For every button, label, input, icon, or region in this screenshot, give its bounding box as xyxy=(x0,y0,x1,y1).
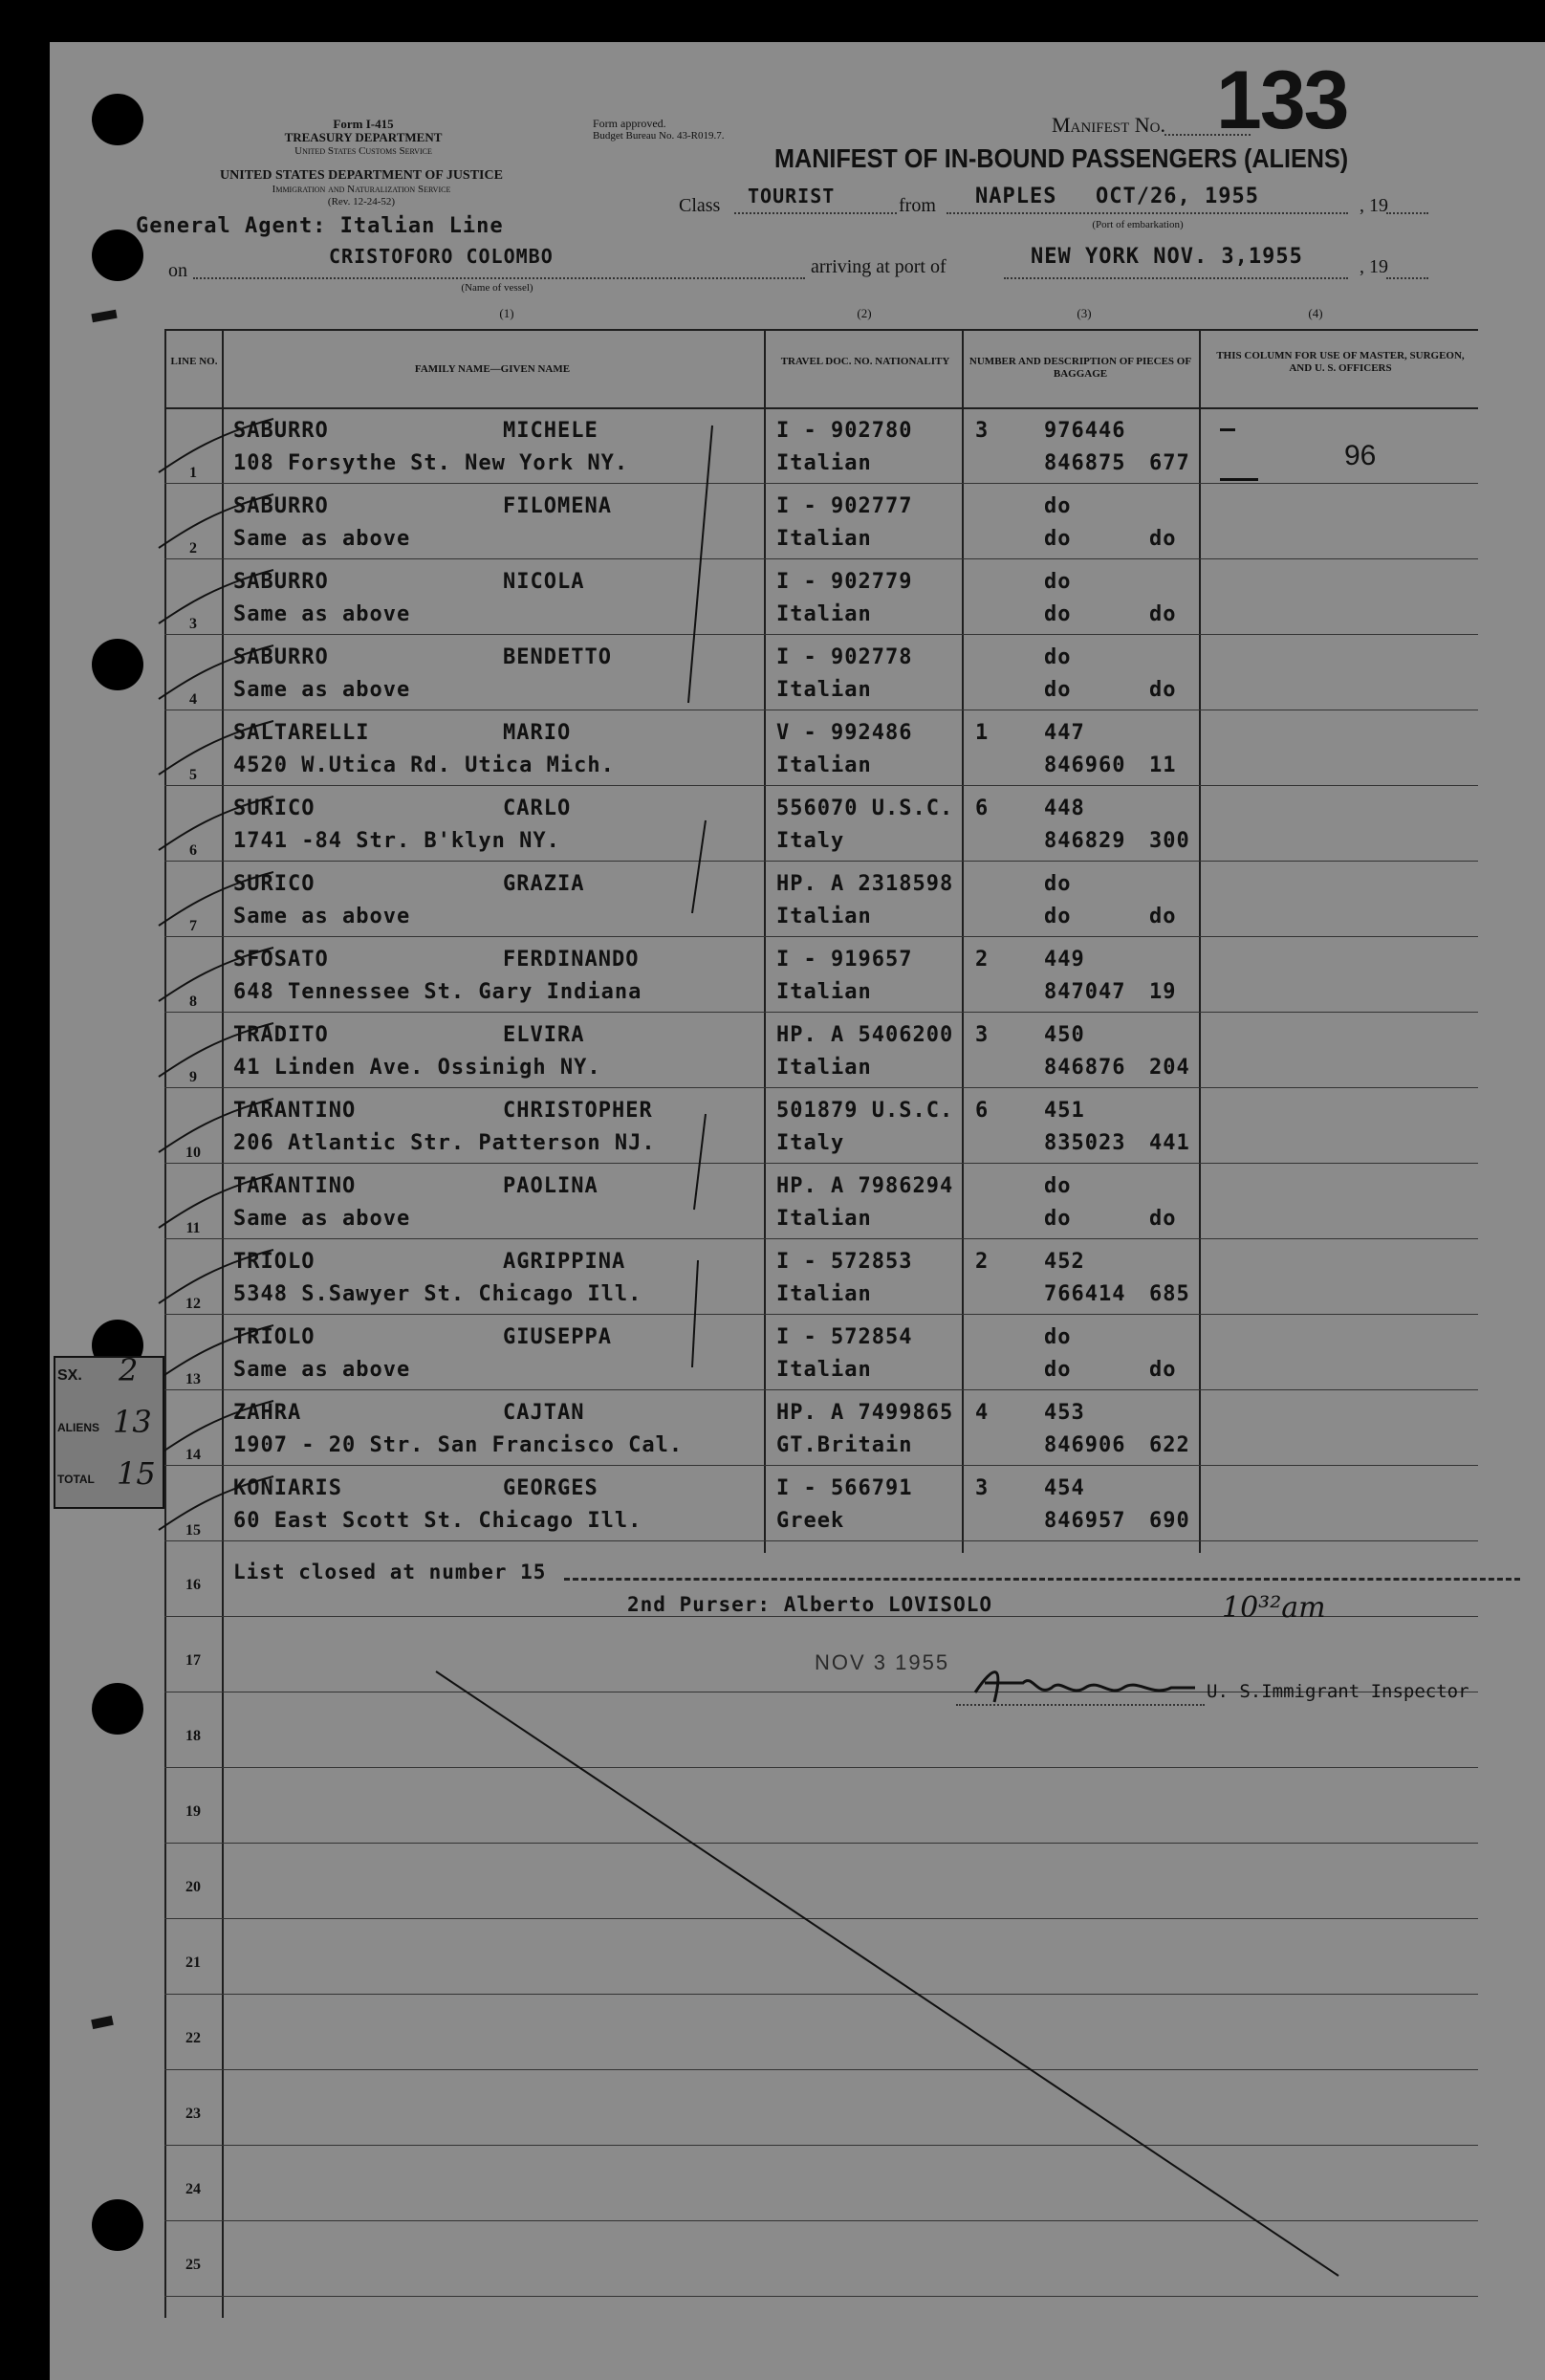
given-name: GEORGES xyxy=(503,1476,598,1500)
travel-doc: I - 572854 xyxy=(776,1325,913,1349)
baggage-pieces: 4 xyxy=(975,1401,990,1425)
baggage-pieces: 3 xyxy=(975,419,990,443)
family-name: TARANTINO xyxy=(233,1174,357,1198)
address: Same as above xyxy=(233,1358,411,1382)
travel-doc: 501879 U.S.C. xyxy=(776,1099,954,1123)
given-name: FILOMENA xyxy=(503,494,612,518)
baggage-ticket: do xyxy=(1044,602,1072,626)
baggage-ticket: 835023 xyxy=(1044,1131,1126,1155)
baggage-weight: do xyxy=(1149,1358,1177,1382)
baggage-ticket: 847047 xyxy=(1044,980,1126,1004)
address: 5348 S.Sawyer St. Chicago Ill. xyxy=(233,1282,642,1306)
baggage-pieces: 1 xyxy=(975,721,990,745)
address: 108 Forsythe St. New York NY. xyxy=(233,451,629,475)
line-number: 22 xyxy=(185,2030,201,2046)
baggage-ticket: do xyxy=(1044,678,1072,702)
header-line-no: LINE NO. xyxy=(170,356,218,367)
family-name: TARANTINO xyxy=(233,1099,357,1123)
nationality: GT.Britain xyxy=(776,1433,913,1457)
line-number: 12 xyxy=(185,1296,201,1312)
nationality: Italian xyxy=(776,1358,872,1382)
family-name: ZAHRA xyxy=(233,1401,302,1425)
baggage-weight: do xyxy=(1149,905,1177,928)
nationality: Italian xyxy=(776,1207,872,1231)
form-number: Form I-415 xyxy=(333,117,394,131)
nationality: Italian xyxy=(776,451,872,475)
nationality: Italian xyxy=(776,678,872,702)
travel-doc: HP. A 2318598 xyxy=(776,872,954,896)
given-name: PAOLINA xyxy=(503,1174,598,1198)
baggage-weight: do xyxy=(1149,602,1177,626)
line-number: 15 xyxy=(185,1522,201,1539)
given-name: AGRIPPINA xyxy=(503,1250,626,1274)
given-name: NICOLA xyxy=(503,570,585,594)
baggage-weight: 19 xyxy=(1149,980,1177,1004)
line-number: 4 xyxy=(189,691,197,708)
given-name: GIUSEPPA xyxy=(503,1325,612,1349)
form-approved: Form approved. xyxy=(593,117,666,130)
year-label-2: , 19 xyxy=(1360,256,1388,277)
baggage-pieces: 2 xyxy=(975,1250,990,1274)
address: Same as above xyxy=(233,905,411,928)
header-officers: THIS COLUMN FOR USE OF MASTER, SURGEON, AND U. S. OFFICERS xyxy=(1216,350,1465,374)
class-value: TOURIST xyxy=(748,185,836,207)
customs-service: United States Customs Service xyxy=(294,145,432,157)
travel-doc: I - 902780 xyxy=(776,419,913,443)
column-number: (3) xyxy=(1077,306,1092,320)
nationality: Italy xyxy=(776,1131,845,1155)
baggage-number: 447 xyxy=(1044,721,1085,745)
officer-code: 96 xyxy=(1344,440,1377,471)
general-agent: General Agent: Italian Line xyxy=(136,214,504,238)
nationality: Greek xyxy=(776,1509,845,1533)
department-of-justice: UNITED STATES DEPARTMENT OF JUSTICE xyxy=(220,168,503,183)
travel-doc: HP. A 7986294 xyxy=(776,1174,954,1198)
given-name: CARLO xyxy=(503,797,572,820)
address: 1907 - 20 Str. San Francisco Cal. xyxy=(233,1433,684,1457)
address: 60 East Scott St. Chicago Ill. xyxy=(233,1509,642,1533)
baggage-number: do xyxy=(1044,645,1072,669)
given-name: MARIO xyxy=(503,721,572,745)
nationality: Italian xyxy=(776,527,872,551)
baggage-pieces: 6 xyxy=(975,1099,990,1123)
embarkation-port: NAPLES xyxy=(975,185,1057,208)
tally-sx-value: 2 xyxy=(119,1352,139,1388)
travel-doc: I - 902778 xyxy=(776,645,913,669)
nationality: Italian xyxy=(776,980,872,1004)
family-name: SABURRO xyxy=(233,494,329,518)
line-number: 19 xyxy=(185,1803,201,1820)
given-name: CAJTAN xyxy=(503,1401,585,1425)
baggage-ticket: 846829 xyxy=(1044,829,1126,853)
line-number: 18 xyxy=(185,1728,201,1744)
family-name: SURICO xyxy=(233,797,316,820)
line-number: 6 xyxy=(189,842,197,859)
nationality: Italian xyxy=(776,905,872,928)
family-name: SABURRO xyxy=(233,570,329,594)
budget-bureau: Budget Bureau No. 43-R019.7. xyxy=(593,130,725,142)
baggage-number: 976446 xyxy=(1044,419,1126,443)
address: Same as above xyxy=(233,527,411,551)
baggage-number: 452 xyxy=(1044,1250,1085,1274)
date-stamp: NOV 3 1955 xyxy=(815,1650,950,1674)
header-name: FAMILY NAME—GIVEN NAME xyxy=(414,363,571,375)
baggage-ticket: 846960 xyxy=(1044,753,1126,777)
tally-sx-label: SX. xyxy=(57,1367,82,1384)
line-number: 20 xyxy=(185,1879,201,1895)
family-name: TRIOLO xyxy=(233,1325,316,1349)
family-name: SABURRO xyxy=(233,419,329,443)
column-number: (2) xyxy=(857,306,872,320)
vessel-name: CRISTOFORO COLOMBO xyxy=(329,245,554,268)
immigration-service: Immigration and Naturalization Service xyxy=(272,184,451,195)
baggage-weight: 677 xyxy=(1149,451,1190,475)
baggage-ticket: do xyxy=(1044,905,1072,928)
travel-doc: I - 919657 xyxy=(776,948,913,972)
baggage-weight: 441 xyxy=(1149,1131,1190,1155)
baggage-pieces: 3 xyxy=(975,1023,990,1047)
baggage-number: 449 xyxy=(1044,948,1085,972)
line-number: 8 xyxy=(189,993,197,1010)
baggage-weight: 622 xyxy=(1149,1433,1190,1457)
family-name: TRIOLO xyxy=(233,1250,316,1274)
family-name: SFOSATO xyxy=(233,948,329,972)
list-closed-note: List closed at number 15 xyxy=(233,1561,547,1583)
address: 41 Linden Ave. Ossinigh NY. xyxy=(233,1056,601,1080)
travel-doc: HP. A 7499865 xyxy=(776,1401,954,1425)
header-baggage: NUMBER AND DESCRIPTION OF PIECES OF BAGGAGE xyxy=(968,356,1192,380)
given-name: MICHELE xyxy=(503,419,598,443)
travel-doc: I - 902777 xyxy=(776,494,913,518)
address: 4520 W.Utica Rd. Utica Mich. xyxy=(233,753,615,777)
baggage-number: 448 xyxy=(1044,797,1085,820)
baggage-ticket: do xyxy=(1044,1358,1072,1382)
baggage-number: do xyxy=(1044,1174,1072,1198)
header-travel-doc: TRAVEL DOC. NO. NATIONALITY xyxy=(780,356,950,367)
line-number: 9 xyxy=(189,1069,197,1085)
nationality: Italian xyxy=(776,753,872,777)
baggage-ticket: do xyxy=(1044,1207,1072,1231)
family-name: SABURRO xyxy=(233,645,329,669)
nationality: Italy xyxy=(776,829,845,853)
baggage-number: do xyxy=(1044,494,1072,518)
baggage-number: 453 xyxy=(1044,1401,1085,1425)
baggage-weight: do xyxy=(1149,1207,1177,1231)
address: 206 Atlantic Str. Patterson NJ. xyxy=(233,1131,656,1155)
baggage-ticket: 766414 xyxy=(1044,1282,1126,1306)
baggage-number: 450 xyxy=(1044,1023,1085,1047)
family-name: SURICO xyxy=(233,872,316,896)
baggage-weight: do xyxy=(1149,527,1177,551)
column-number: (1) xyxy=(499,306,514,320)
baggage-weight: 11 xyxy=(1149,753,1177,777)
baggage-weight: do xyxy=(1149,678,1177,702)
baggage-weight: 690 xyxy=(1149,1509,1190,1533)
line-number: 25 xyxy=(185,2257,201,2273)
baggage-pieces: 3 xyxy=(975,1476,990,1500)
travel-doc: V - 992486 xyxy=(776,721,913,745)
treasury-department: TREASURY DEPARTMENT xyxy=(284,130,443,144)
given-name: GRAZIA xyxy=(503,872,585,896)
baggage-ticket: 846957 xyxy=(1044,1509,1126,1533)
year-label-1: , 19 xyxy=(1360,195,1388,216)
baggage-ticket: do xyxy=(1044,527,1072,551)
travel-doc: I - 566791 xyxy=(776,1476,913,1500)
arriving-label: arriving at port of xyxy=(811,256,947,277)
arrival-port: NEW YORK NOV. 3,1955 xyxy=(1031,245,1303,269)
line-number: 17 xyxy=(185,1652,201,1669)
baggage-number: do xyxy=(1044,570,1072,594)
line-number: 23 xyxy=(185,2106,201,2122)
given-name: ELVIRA xyxy=(503,1023,585,1047)
given-name: CHRISTOPHER xyxy=(503,1099,653,1123)
given-name: FERDINANDO xyxy=(503,948,640,972)
address: 648 Tennessee St. Gary Indiana xyxy=(233,980,642,1004)
family-name: SALTARELLI xyxy=(233,721,370,745)
line-number: 24 xyxy=(185,2181,201,2197)
manifest-number: 133 xyxy=(1216,55,1348,146)
baggage-ticket: 846906 xyxy=(1044,1433,1126,1457)
tally-aliens-value: 13 xyxy=(113,1404,152,1440)
baggage-weight: 300 xyxy=(1149,829,1190,853)
nationality: Italian xyxy=(776,602,872,626)
port-of-embarkation-caption: (Port of embarkation) xyxy=(1092,219,1184,230)
line-number: 3 xyxy=(189,616,197,632)
baggage-pieces: 6 xyxy=(975,797,990,820)
address: 1741 -84 Str. B'klyn NY. xyxy=(233,829,560,853)
line-number: 1 xyxy=(189,465,197,481)
purser-note: 2nd Purser: Alberto LOVISOLO xyxy=(627,1593,993,1616)
travel-doc: HP. A 5406200 xyxy=(776,1023,954,1047)
line-number: 2 xyxy=(189,540,197,557)
line-number: 16 xyxy=(185,1577,201,1593)
baggage-pieces: 2 xyxy=(975,948,990,972)
baggage-weight: 204 xyxy=(1149,1056,1190,1080)
line-number: 14 xyxy=(185,1447,201,1463)
address: Same as above xyxy=(233,678,411,702)
baggage-number: do xyxy=(1044,1325,1072,1349)
address: Same as above xyxy=(233,1207,411,1231)
family-name: TRADITO xyxy=(233,1023,329,1047)
family-name: KONIARIS xyxy=(233,1476,342,1500)
baggage-number: 454 xyxy=(1044,1476,1085,1500)
travel-doc: I - 572853 xyxy=(776,1250,913,1274)
departure-date: OCT/26, 1955 xyxy=(1096,185,1259,208)
vessel-caption: (Name of vessel) xyxy=(461,282,533,294)
travel-doc: 556070 U.S.C. xyxy=(776,797,954,820)
manifest-no-label: Manifest No. xyxy=(1052,113,1165,137)
given-name: BENDETTO xyxy=(503,645,612,669)
baggage-number: 451 xyxy=(1044,1099,1085,1123)
baggage-weight: 685 xyxy=(1149,1282,1190,1306)
tally-aliens-label: ALIENS xyxy=(57,1421,100,1434)
travel-doc: I - 902779 xyxy=(776,570,913,594)
on-label: on xyxy=(168,260,187,281)
inspector-title: U. S.Immigrant Inspector xyxy=(1207,1681,1469,1702)
line-number: 11 xyxy=(185,1220,201,1236)
line-number: 5 xyxy=(189,767,197,783)
from-label: from xyxy=(899,195,936,216)
line-number: 7 xyxy=(189,918,197,934)
tally-total-value: 15 xyxy=(117,1455,156,1492)
column-number: (4) xyxy=(1308,306,1323,320)
revision-date: (Rev. 12-24-52) xyxy=(327,196,396,207)
tally-total-label: TOTAL xyxy=(57,1473,95,1486)
line-number: 21 xyxy=(185,1954,201,1971)
line-number: 13 xyxy=(185,1371,201,1387)
manifest-title: MANIFEST OF IN-BOUND PASSENGERS (ALIENS) xyxy=(774,143,1349,173)
baggage-ticket: 846875 xyxy=(1044,451,1126,475)
class-label: Class xyxy=(679,195,721,216)
time-note: 10³²am xyxy=(1222,1591,1326,1625)
nationality: Italian xyxy=(776,1056,872,1080)
nationality: Italian xyxy=(776,1282,872,1306)
baggage-number: do xyxy=(1044,872,1072,896)
address: Same as above xyxy=(233,602,411,626)
baggage-ticket: 846876 xyxy=(1044,1056,1126,1080)
line-number: 10 xyxy=(185,1145,201,1161)
